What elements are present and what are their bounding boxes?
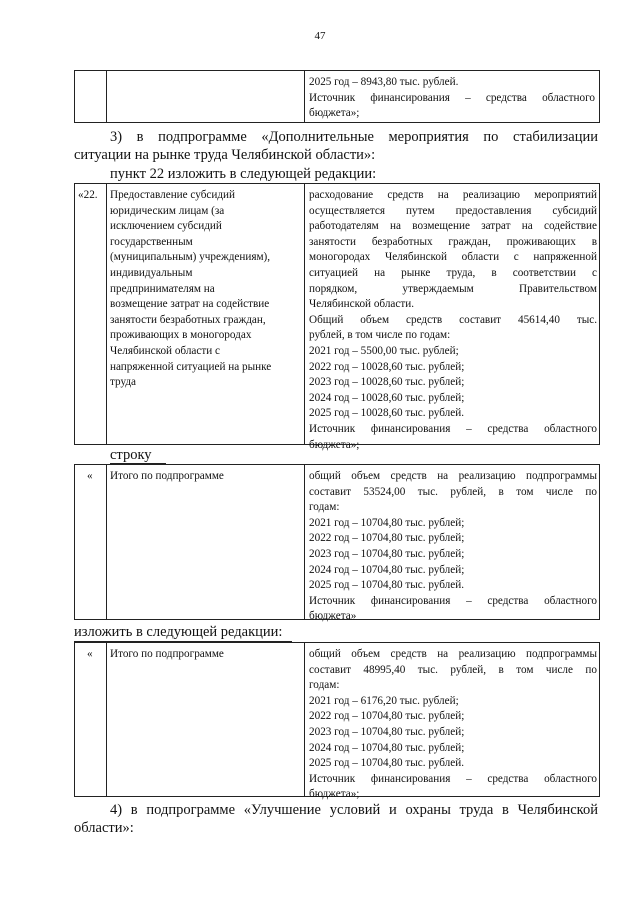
- open-quote: «: [87, 648, 93, 660]
- table-divider: [106, 71, 107, 122]
- table-divider: [304, 643, 305, 796]
- total-label: Итого по подпрограмме: [110, 648, 224, 660]
- text-line: (муниципальным) учреждениям),: [110, 251, 271, 264]
- text-line: юридическим лицам (за: [110, 204, 225, 217]
- text-line: 2023 год – 10704,80 тыс. рублей;: [309, 547, 465, 560]
- text-line: 2025 год – 10704,80 тыс. рублей.: [309, 757, 464, 770]
- total-description: [309, 469, 597, 625]
- open-quote: «: [87, 470, 93, 482]
- text-line: 2021 год – 6176,20 тыс. рублей;: [309, 694, 459, 707]
- text-line: бюджета»;: [309, 107, 360, 120]
- text-line: годам:: [309, 679, 340, 692]
- text-line: Источник финансирования – средства областного: [309, 422, 597, 435]
- text-line: возмещение затрат на содействие: [110, 298, 270, 311]
- text-line: 2022 год – 10028,60 тыс. рублей;: [309, 360, 465, 373]
- event-description: [309, 188, 597, 453]
- text-line: бюджета»;: [309, 788, 360, 801]
- text-line: 2023 год – 10704,80 тыс. рублей;: [309, 725, 465, 738]
- text-line: 2025 год – 10028,60 тыс. рублей.: [309, 407, 464, 420]
- text-line: составит 53524,00 тыс. рублей, в том числе по: [309, 485, 597, 498]
- table-total-new: [74, 642, 600, 801]
- text-line: работодателям на возмещение затрат на содействие: [309, 220, 597, 233]
- text-line: Источник финансирования – средства областного: [309, 594, 597, 607]
- table-divider: [106, 465, 107, 619]
- table-divider: [304, 71, 305, 122]
- row-number: «22.: [78, 189, 98, 201]
- text-line: индивидуальным: [110, 266, 193, 279]
- text-line: Челябинской области.: [309, 298, 415, 311]
- text-line: напряженной ситуацией на рынке: [110, 360, 272, 373]
- page-number: 47: [314, 30, 326, 42]
- text-line: 2023 год – 10028,60 тыс. рублей;: [309, 376, 465, 389]
- text-line: общий объем средств на реализацию подпрограммы: [309, 470, 597, 482]
- text-line: 2021 год – 10704,80 тыс. рублей;: [309, 516, 465, 529]
- text-line: ситуацией на рынке труда, в соответствии с: [309, 266, 597, 279]
- text-line: 2021 год – 5500,00 тыс. рублей;: [309, 344, 459, 357]
- total-description: [309, 647, 597, 803]
- text-line: исключением субсидий: [110, 220, 222, 233]
- text-line: Предоставление субсидий: [110, 189, 236, 201]
- table-punkt22: [74, 183, 600, 451]
- izlozhit-label: изложить в следующей редакции:: [74, 624, 283, 640]
- text-line: бюджета»: [309, 610, 357, 623]
- table-divider: [106, 184, 107, 444]
- text-line: государственным: [110, 235, 193, 248]
- text-line: составит 48995,40 тыс. рублей, в том числе по: [309, 663, 597, 676]
- text-line: занятости безработных граждан,: [110, 313, 266, 326]
- text-line: рублей, в том числе по годам:: [309, 329, 451, 342]
- text-line: занятости безработных граждан, проживающих в: [309, 235, 597, 248]
- item3-line1: 3) в подпрограмме «Дополнительные мероприятия по стабилизации: [110, 129, 598, 145]
- punkt22-intro: пункт 22 изложить в следующей редакции:: [110, 166, 377, 182]
- text-line: 2022 год – 10704,80 тыс. рублей;: [309, 710, 465, 723]
- text-line: Источник финансирования – средства областного: [309, 91, 595, 104]
- text-line: общий объем средств на реализацию подпрограммы: [309, 648, 597, 660]
- text-line: 2024 год – 10028,60 тыс. рублей;: [309, 391, 465, 404]
- table-total-old: [74, 464, 600, 623]
- text-line: 2024 год – 10704,80 тыс. рублей;: [309, 563, 465, 576]
- total-label: Итого по подпрограмме: [110, 470, 224, 482]
- table-divider: [304, 184, 305, 444]
- text-line: предпринимателям на: [110, 282, 215, 295]
- stroku-label: строку: [110, 447, 152, 463]
- table-divider: [106, 643, 107, 796]
- event-name: [110, 188, 302, 391]
- text-line: Источник финансирования – средства областного: [309, 772, 597, 785]
- text-line: 2025 год – 8943,80 тыс. рублей.: [309, 76, 459, 88]
- text-line: Челябинской области с: [110, 344, 221, 357]
- item4-line1: 4) в подпрограмме «Улучшение условий и охраны труда в Челябинской: [110, 802, 598, 818]
- text-line: 2024 год – 10704,80 тыс. рублей;: [309, 741, 465, 754]
- text-line: осуществляется путем предоставления субсидий: [309, 204, 597, 217]
- table-budget-tail: [74, 70, 600, 123]
- text-line: расходование средств на реализацию мероприятий: [309, 189, 597, 201]
- budget-tail-text: [309, 75, 595, 122]
- text-line: Общий объем средств составит 45614,40 тыс.: [309, 313, 597, 326]
- text-line: труда: [110, 376, 137, 389]
- text-line: 2022 год – 10704,80 тыс. рублей;: [309, 532, 465, 545]
- item4-line2: области»:: [74, 820, 134, 836]
- table-divider: [304, 465, 305, 619]
- text-line: моногородах Челябинской области с напряженной: [309, 251, 597, 264]
- text-line: проживающих в моногородах: [110, 329, 252, 342]
- text-line: порядком, утверждаемым Правительством: [309, 282, 597, 295]
- text-line: 2025 год – 10704,80 тыс. рублей.: [309, 579, 464, 592]
- item3-line2: ситуации на рынке труда Челябинской области»:: [74, 147, 376, 163]
- text-line: годам:: [309, 501, 340, 514]
- text-line: бюджета»;: [309, 438, 360, 451]
